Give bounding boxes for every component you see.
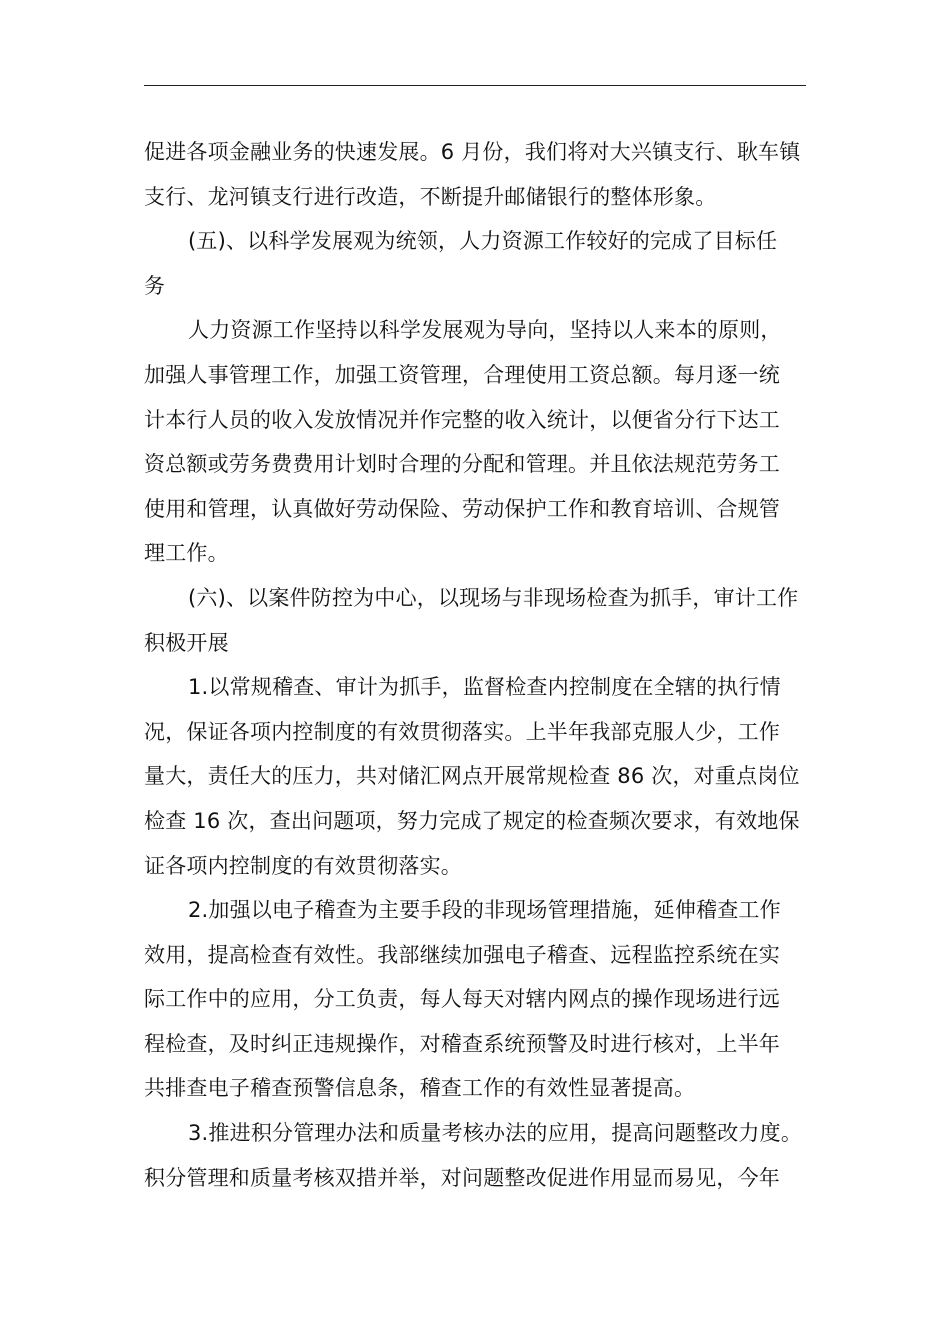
section-heading: (六)、以案件防控为中心，以现场与非现场检查为抓手，审计工作: [188, 585, 799, 610]
text-line: 检查 16 次，查出问题项，努力完成了规定的检查频次要求，有效地保: [144, 808, 800, 833]
text-line: 共排查电子稽查预警信息条，稽查工作的有效性显著提高。: [144, 1076, 696, 1101]
text-line: 程检查，及时纠正违规操作，对稽查系统预警及时进行核对，上半年: [144, 1031, 780, 1056]
text-line: 支行、龙河镇支行进行改造，不断提升邮储银行的整体形象。: [144, 184, 717, 209]
text-line: 计本行人员的收入发放情况并作完整的收入统计，以便省分行下达工: [144, 407, 780, 432]
text-line: 2.加强以电子稽查为主要手段的非现场管理措施，延伸稽查工作: [188, 898, 781, 923]
text-line: 人力资源工作坚持以科学发展观为导向，坚持以人来本的原则，: [188, 318, 782, 343]
text-line: 3.推进积分管理办法和质量考核办法的应用，提高问题整改力度。: [188, 1121, 803, 1146]
text-line: 况，保证各项内控制度的有效贯彻落实。上半年我部克服人少，工作: [144, 719, 780, 744]
text-line: 理工作。: [144, 541, 229, 566]
text-line: 资总额或劳务费费用计划时合理的分配和管理。并且依法规范劳务工: [144, 452, 780, 477]
text-line: 促进各项金融业务的快速发展。6 月份，我们将对大兴镇支行、耿车镇: [144, 140, 801, 164]
text-line: 使用和管理，认真做好劳动保险、劳动保护工作和教育培训、合规管: [144, 496, 780, 521]
section-heading: (五)、以科学发展观为统领，人力资源工作较好的完成了目标任: [188, 229, 778, 254]
section-heading-cont: 务: [144, 273, 166, 298]
text-line: 证各项内控制度的有效贯彻落实。: [144, 853, 462, 878]
text-line: 量大，责任大的压力，共对储汇网点开展常规检查 86 次，对重点岗位: [144, 764, 800, 789]
text-line: 际工作中的应用，分工负责，每人每天对辖内网点的操作现场进行远: [144, 987, 780, 1012]
text-line: 积分管理和质量考核双措并举，对问题整改促进作用显而易见，今年: [144, 1165, 780, 1190]
header-rule: [144, 85, 806, 86]
section-heading-cont: 积极开展: [144, 630, 229, 655]
text-line: 效用，提高检查有效性。我部继续加强电子稽查、远程监控系统在实: [144, 942, 780, 967]
text-line: 1.以常规稽查、审计为抓手，监督检查内控制度在全辖的执行情: [188, 675, 781, 700]
text-line: 加强人事管理工作，加强工资管理，合理使用工资总额。每月逐一统: [144, 362, 780, 387]
document-body: [144, 130, 806, 1200]
